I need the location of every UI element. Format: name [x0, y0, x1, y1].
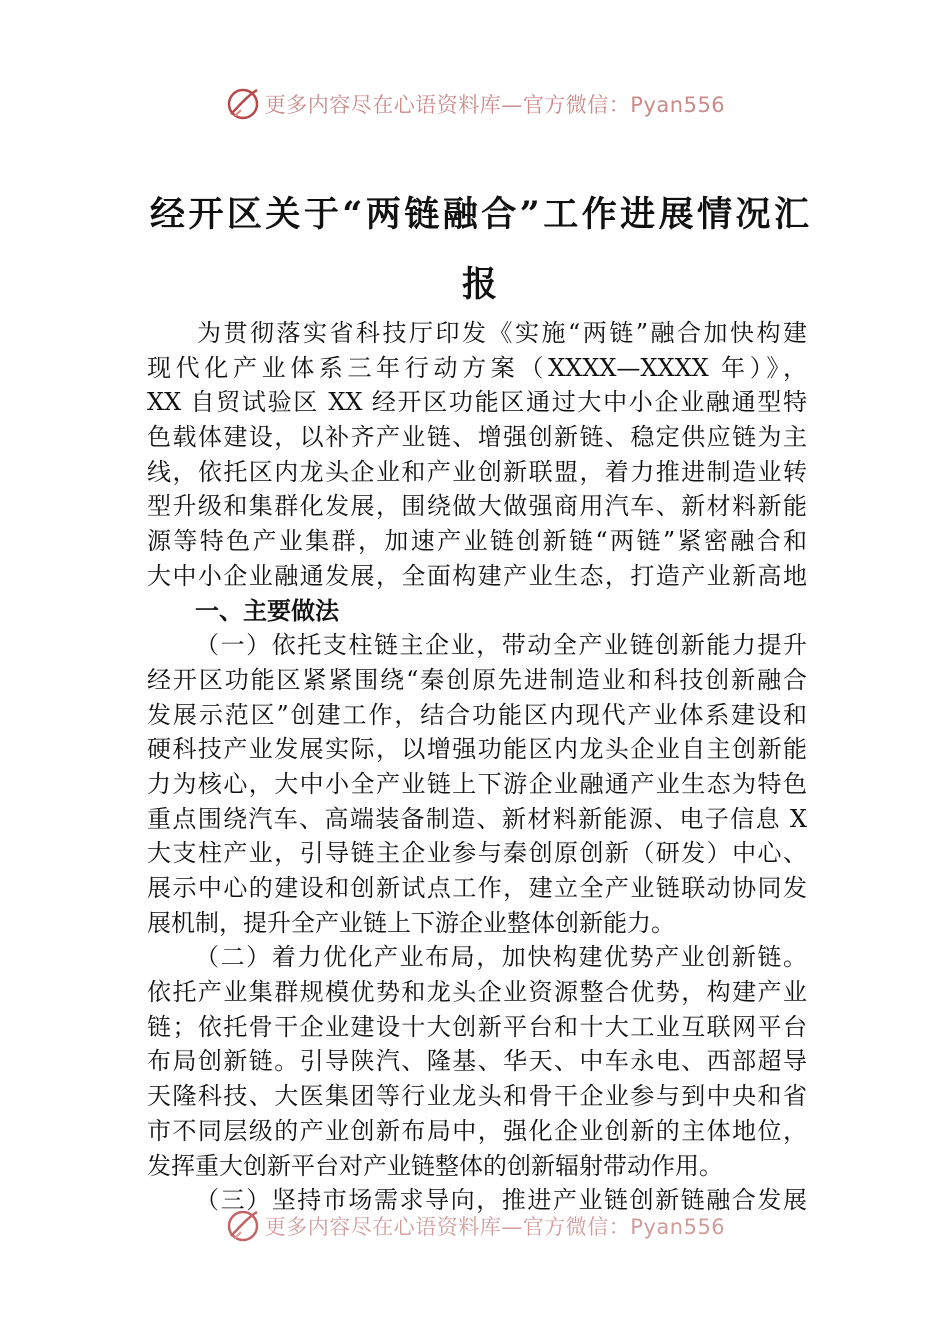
body-line: 发挥重大创新平台对产业链整体的创新辐射带动作用。 [147, 1151, 723, 1180]
body-line: 展机制，提升全产业链上下游企业整体创新能力。 [147, 908, 675, 937]
body-line: 线，依托区内龙头企业和产业创新联盟，着力推进制造业转 [147, 457, 807, 486]
body-line: XX 自贸试验区 XX 经开区功能区通过大中小企业融通型特 [147, 388, 807, 417]
document-title [150, 180, 810, 320]
body-line: 市不同层级的产业创新布局中，强化企业创新的主体地位， [147, 1116, 807, 1145]
document-body [147, 316, 807, 1218]
header-watermark-banner [0, 84, 950, 124]
body-line: 大支柱产业，引导链主企业参与秦创原创新（研发）中心、 [147, 839, 807, 868]
footer-watermark-banner [0, 1206, 950, 1246]
title-line-2: 报 [461, 264, 498, 305]
header-banner-text: 更多内容尽在心语资料库—官方微信：Pyan556 [264, 93, 726, 117]
body-line: 大中小企业融通发展，全面构建产业生态，打造产业新高地 [147, 561, 807, 590]
section-heading: 一、主要做法 [195, 595, 339, 625]
body-line: 布局创新链。引导陕汽、隆基、华天、中车永电、西部超导 [147, 1047, 807, 1076]
body-line: 力为核心，大中小全产业链上下游企业融通产业生态为特色 [147, 769, 807, 798]
body-line: 源等特色产业集群，加速产业链创新链“两链”紧密融合和 [147, 527, 807, 556]
title-line-1: 经开区关于“两链融合”工作进展情况汇 [150, 194, 810, 235]
body-line: 依托产业集群规模优势和龙头企业资源整合优势，构建产业 [147, 978, 807, 1007]
body-line: 为贯彻落实省科技厅印发《实施“两链”融合加快构建 [197, 319, 807, 347]
body-line: 链；依托骨干企业建设十大创新平台和十大工业互联网平台 [147, 1012, 807, 1041]
body-line: 展示中心的建设和创新试点工作，建立全产业链联动协同发 [147, 874, 807, 902]
body-line: 型升级和集群化发展，围绕做大做强商用汽车、新材料新能 [147, 492, 807, 521]
body-line: 发展示范区”创建工作，结合功能区内现代产业体系建设和 [147, 700, 807, 729]
body-line: 天隆科技、大医集团等行业龙头和骨干企业参与到中央和省 [147, 1082, 807, 1111]
subsection-heading: （二）着力优化产业布局，加快构建优势产业创新链。 [195, 943, 807, 972]
logo-icon [225, 1208, 261, 1244]
body-line: 经开区功能区紧紧围绕“秦创原先进制造业和科技创新融合 [147, 665, 807, 694]
body-line: 色载体建设，以补齐产业链、增强创新链、稳定供应链为主 [147, 423, 807, 452]
body-line: 现代化产业体系三年行动方案（XXXX—XXXX 年）》， [147, 353, 807, 382]
body-line: 硬科技产业发展实际，以增强功能区内龙头企业自主创新能 [147, 735, 807, 764]
subsection-heading: （三）坚持市场需求导向，推进产业链创新链融合发展 [195, 1186, 807, 1215]
body-line: 重点围绕汽车、高端装备制造、新材料新能源、电子信息 X [147, 804, 807, 833]
footer-banner-text: 更多内容尽在心语资料库—官方微信：Pyan556 [264, 1215, 726, 1239]
logo-icon [225, 86, 261, 122]
subsection-heading: （一）依托支柱链主企业，带动全产业链创新能力提升 [195, 631, 807, 660]
